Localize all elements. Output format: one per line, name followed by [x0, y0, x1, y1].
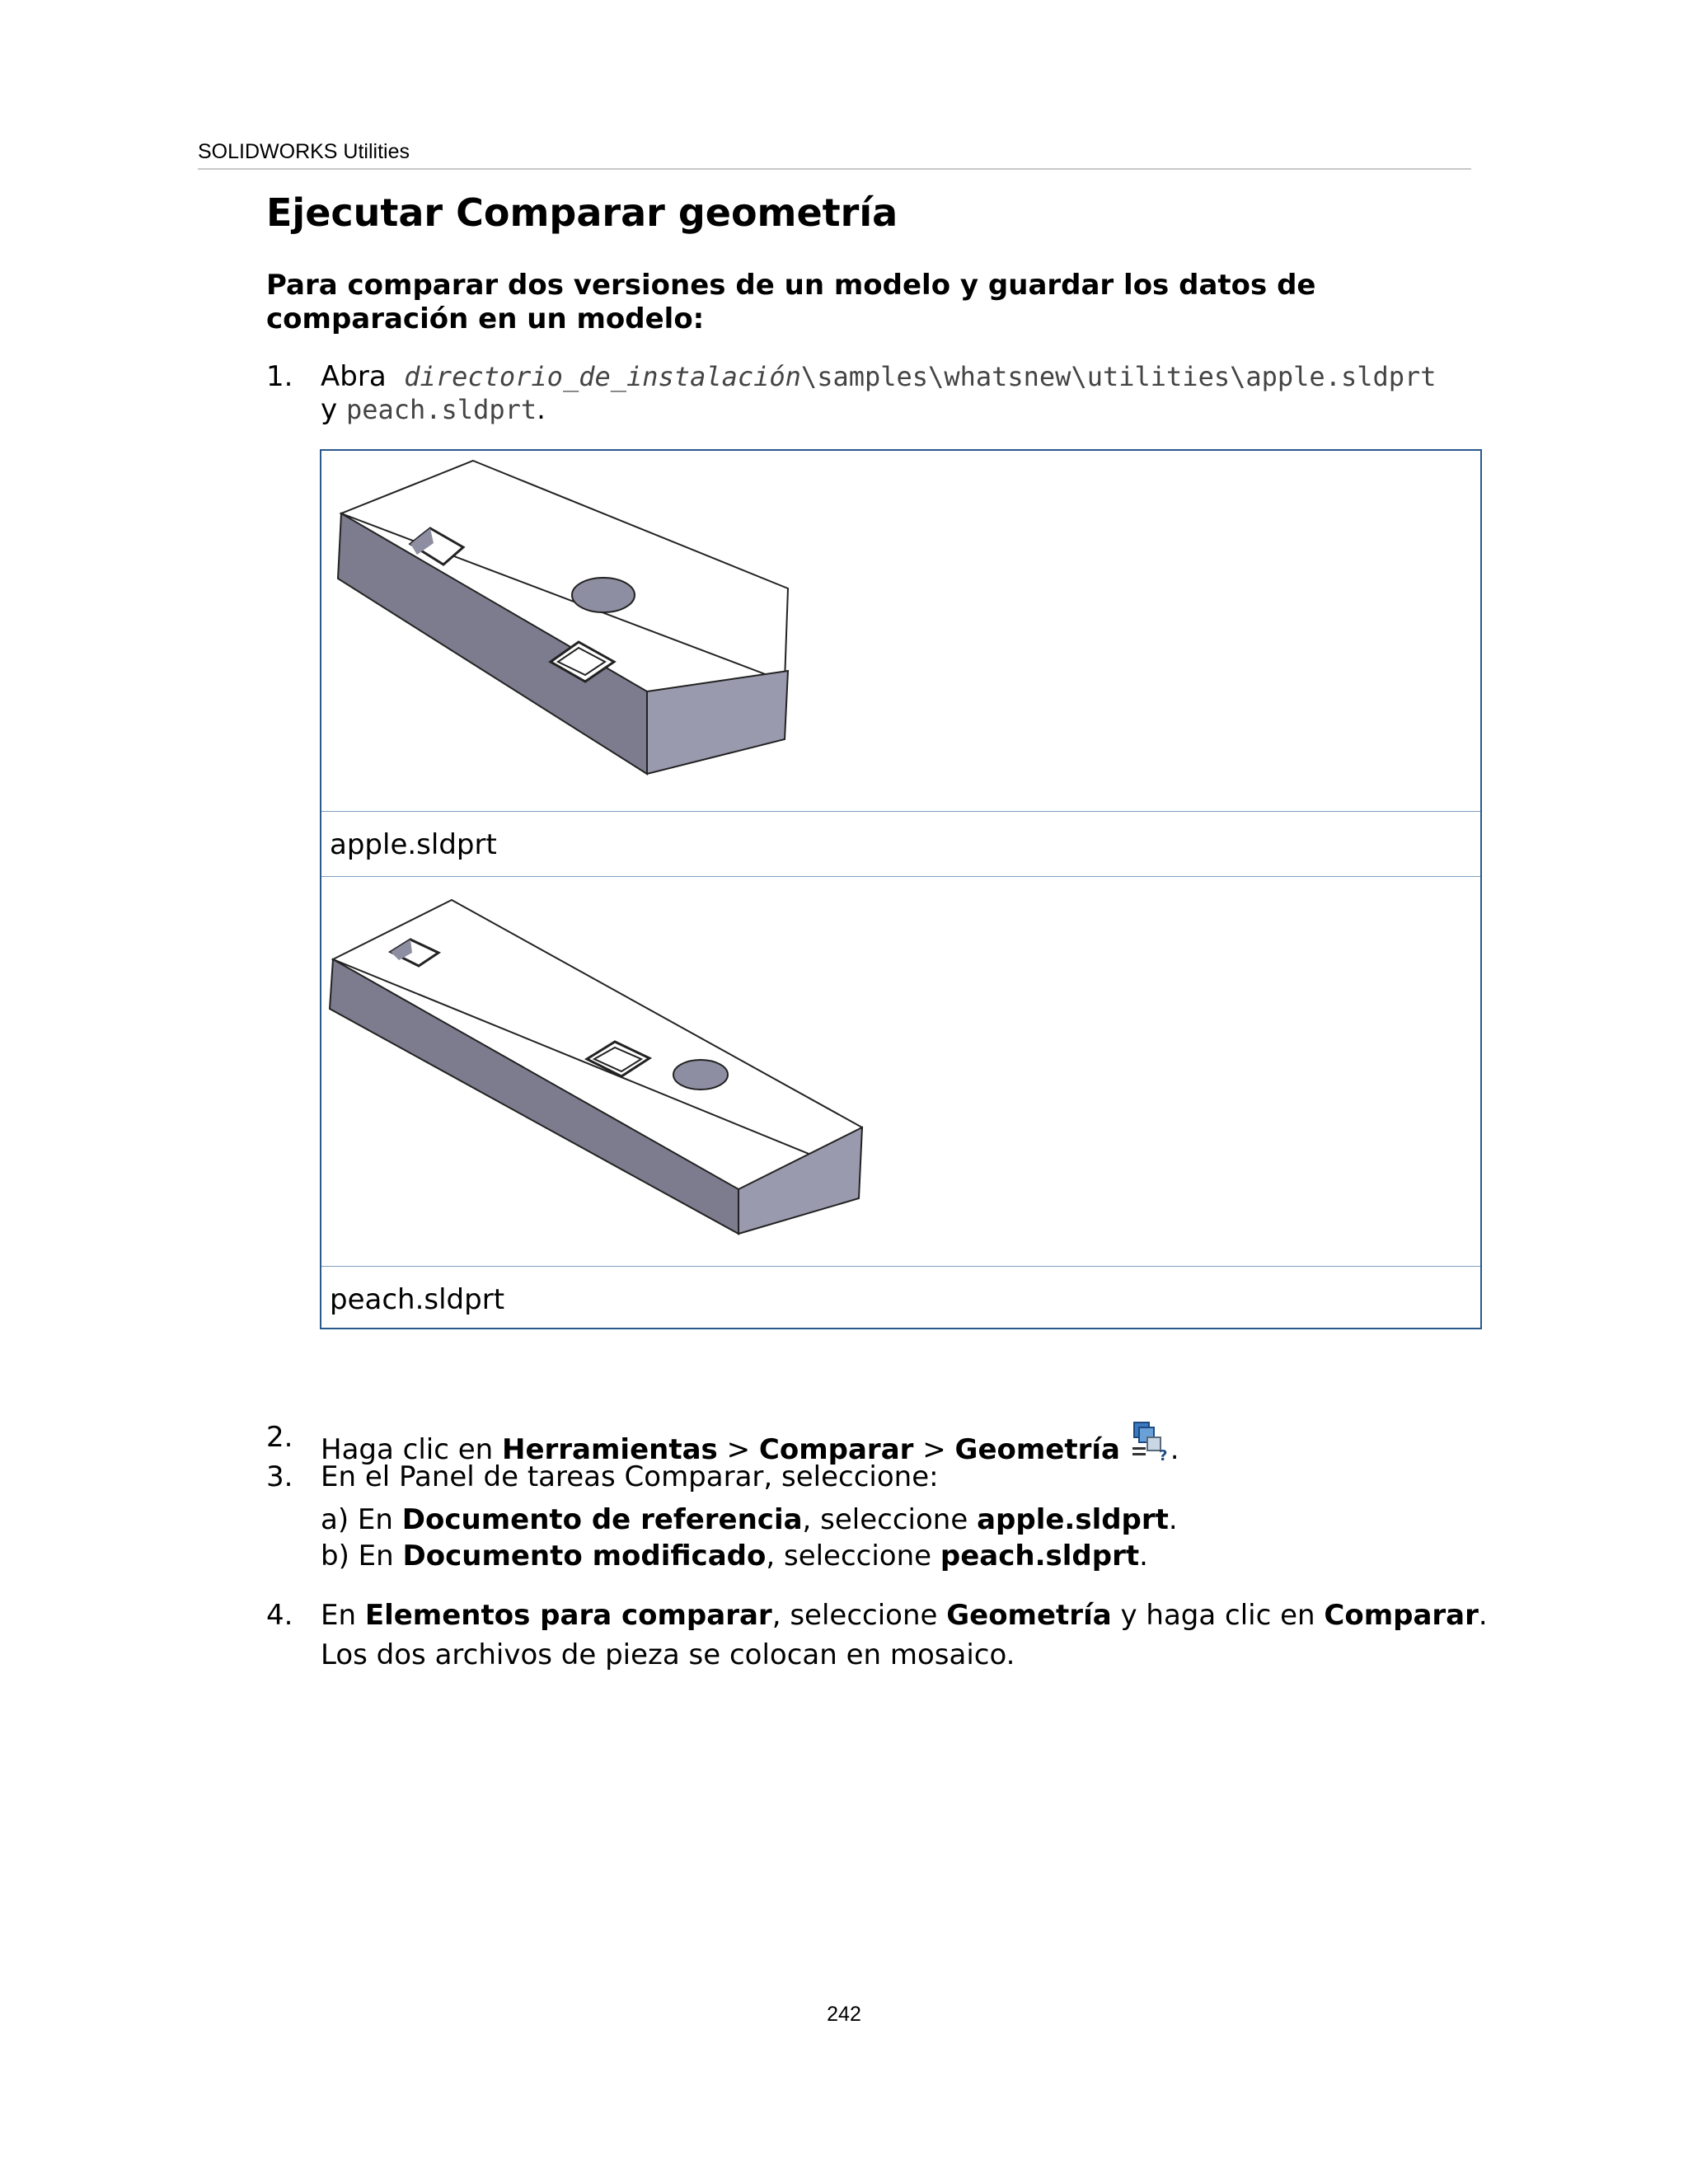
step-number: 4.	[266, 1599, 293, 1632]
figure-caption-apple	[321, 811, 1480, 877]
header-rule	[198, 168, 1471, 170]
menu-herramientas[interactable]: Herramientas	[502, 1433, 718, 1466]
step-3-substep-b	[321, 1538, 1178, 1574]
procedure-heading: Para comparar dos versiones de un modelo y guardar los datos de comparación en un modelo:	[266, 269, 1316, 335]
substep-b-end: .	[1139, 1540, 1148, 1572]
step-number: 2.	[266, 1421, 293, 1454]
running-header: SOLIDWORKS Utilities	[198, 140, 410, 163]
value-geometria[interactable]: Geometría	[946, 1599, 1112, 1632]
figure-caption-peach	[321, 1266, 1480, 1329]
figure-table	[320, 449, 1482, 1329]
caption-apple: apple.sldprt	[330, 828, 497, 861]
step-body	[321, 1459, 1178, 1574]
step-2-pre: Haga clic en	[321, 1433, 494, 1466]
step-4-line	[321, 1597, 1488, 1633]
step-2-end: .	[1170, 1433, 1179, 1466]
step-3-text: En el Panel de tareas Comparar, seleccione:	[321, 1460, 939, 1493]
step-1-line-2	[321, 391, 1437, 428]
substep-a-end: .	[1168, 1503, 1178, 1536]
caption-peach: peach.sldprt	[330, 1283, 505, 1316]
apple-part-image	[321, 451, 1480, 811]
substep-a-pre: a) En	[321, 1503, 393, 1536]
step-1-end: .	[537, 393, 546, 426]
value-apple[interactable]: apple.sldprt	[977, 1503, 1169, 1536]
figure-cell-peach	[321, 877, 1480, 1266]
field-elementos-comparar[interactable]: Elementos para comparar	[364, 1599, 772, 1632]
compare-button[interactable]: Comparar	[1324, 1599, 1479, 1632]
value-peach[interactable]: peach.sldprt	[940, 1540, 1140, 1572]
step-4-mid: , seleccione	[771, 1599, 938, 1632]
apple-front-face	[647, 671, 788, 774]
figure-cell-apple	[321, 451, 1480, 811]
step-number: 1.	[266, 360, 293, 393]
peach-filename: peach.sldprt	[345, 394, 537, 425]
step-4-end: .	[1478, 1599, 1488, 1632]
step-body	[321, 1597, 1488, 1673]
sample-path: \samples\whatsnew\utilities\apple.sldprt	[800, 361, 1437, 392]
page-number: 242	[827, 2003, 861, 2026]
field-documento-referencia[interactable]: Documento de referencia	[401, 1503, 803, 1536]
substep-b-mid: , seleccione	[766, 1540, 932, 1572]
step-4-mid2: y haga clic en	[1120, 1599, 1315, 1632]
step-4-result: Los dos archivos de pieza se colocan en mosaico.	[321, 1638, 1015, 1671]
step-body	[321, 359, 1437, 428]
menu-geometria[interactable]: Geometría	[954, 1433, 1120, 1466]
step-3-substep-a	[321, 1502, 1178, 1538]
step-number: 3.	[266, 1460, 293, 1493]
menu-separator: >	[726, 1433, 751, 1466]
field-documento-modificado[interactable]: Documento modificado	[402, 1540, 767, 1572]
substep-b-pre: b) En	[321, 1540, 394, 1572]
install-dir-path: directorio_de_instalación	[404, 361, 801, 392]
step-1-verb: Abra	[321, 360, 387, 393]
menu-separator: >	[922, 1433, 946, 1466]
apple-round-hole	[572, 578, 635, 612]
step-1-line-1	[321, 359, 1437, 395]
peach-part-image	[321, 877, 1480, 1266]
peach-round-hole	[673, 1060, 728, 1090]
svg-text:?: ?	[1158, 1447, 1168, 1464]
step-4-pre: En	[321, 1599, 357, 1632]
compare-geometry-icon[interactable]	[1129, 1419, 1170, 1464]
step-1-conj: y	[321, 393, 338, 426]
substep-a-mid: , seleccione	[802, 1503, 968, 1536]
page-title: Ejecutar Comparar geometría	[266, 190, 898, 235]
menu-comparar[interactable]: Comparar	[758, 1433, 914, 1466]
